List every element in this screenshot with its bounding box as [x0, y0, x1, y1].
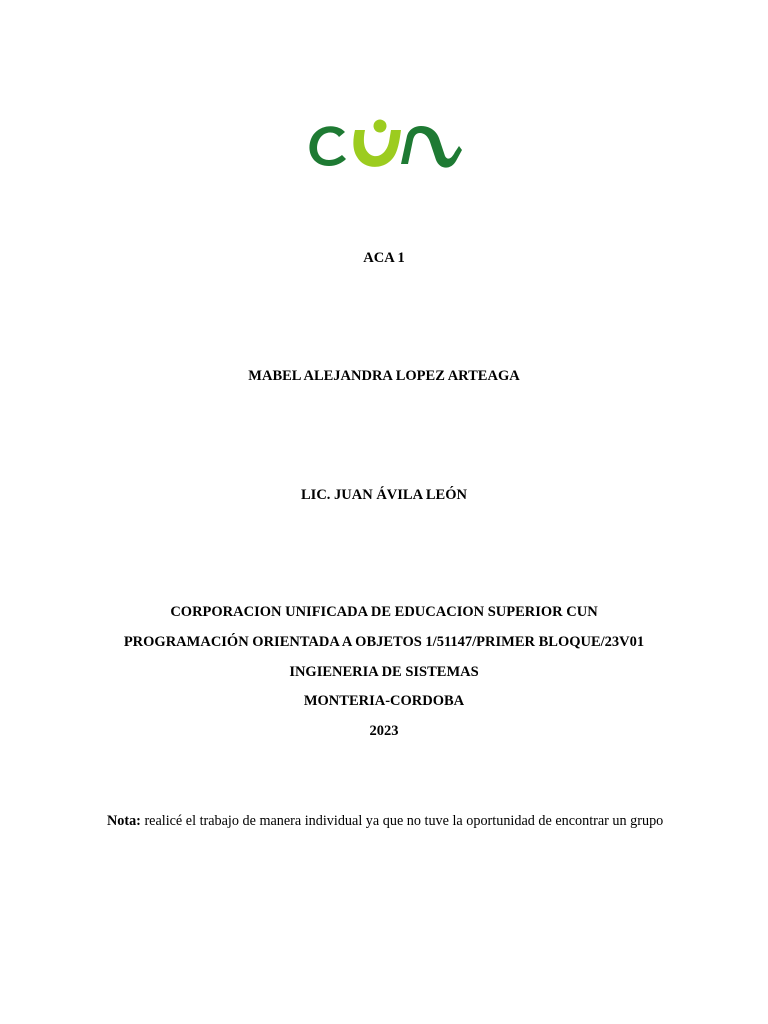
logo-dot: [374, 120, 387, 133]
logo-letter-n: [401, 126, 462, 168]
cun-logo: [305, 112, 463, 174]
author-name: MABEL ALEJANDRA LOPEZ ARTEAGA: [248, 368, 520, 384]
year: 2023: [369, 723, 399, 739]
institution-name: CORPORACION UNIFICADA DE EDUCACION SUPERIOR CUN: [170, 604, 598, 620]
note-paragraph: [107, 811, 667, 831]
note-label: Nota:: [107, 813, 141, 829]
course-name: PROGRAMACIÓN ORIENTADA A OBJETOS 1/51147/PRIMER BLOQUE/23V01: [123, 634, 645, 650]
city-name: MONTERIA-CORDOBA: [303, 693, 465, 709]
activity-title: ACA 1: [363, 250, 405, 266]
note-text: realicé el trabajo de manera individual ya que no tuve la oportunidad de encontrar un grupo: [140, 813, 664, 829]
logo-letter-c: [309, 126, 346, 166]
program-name: INGIENERIA DE SISTEMAS: [289, 664, 479, 680]
teacher-name: LIC. JUAN ÁVILA LEÓN: [301, 487, 467, 503]
logo-letter-u: [353, 130, 401, 167]
